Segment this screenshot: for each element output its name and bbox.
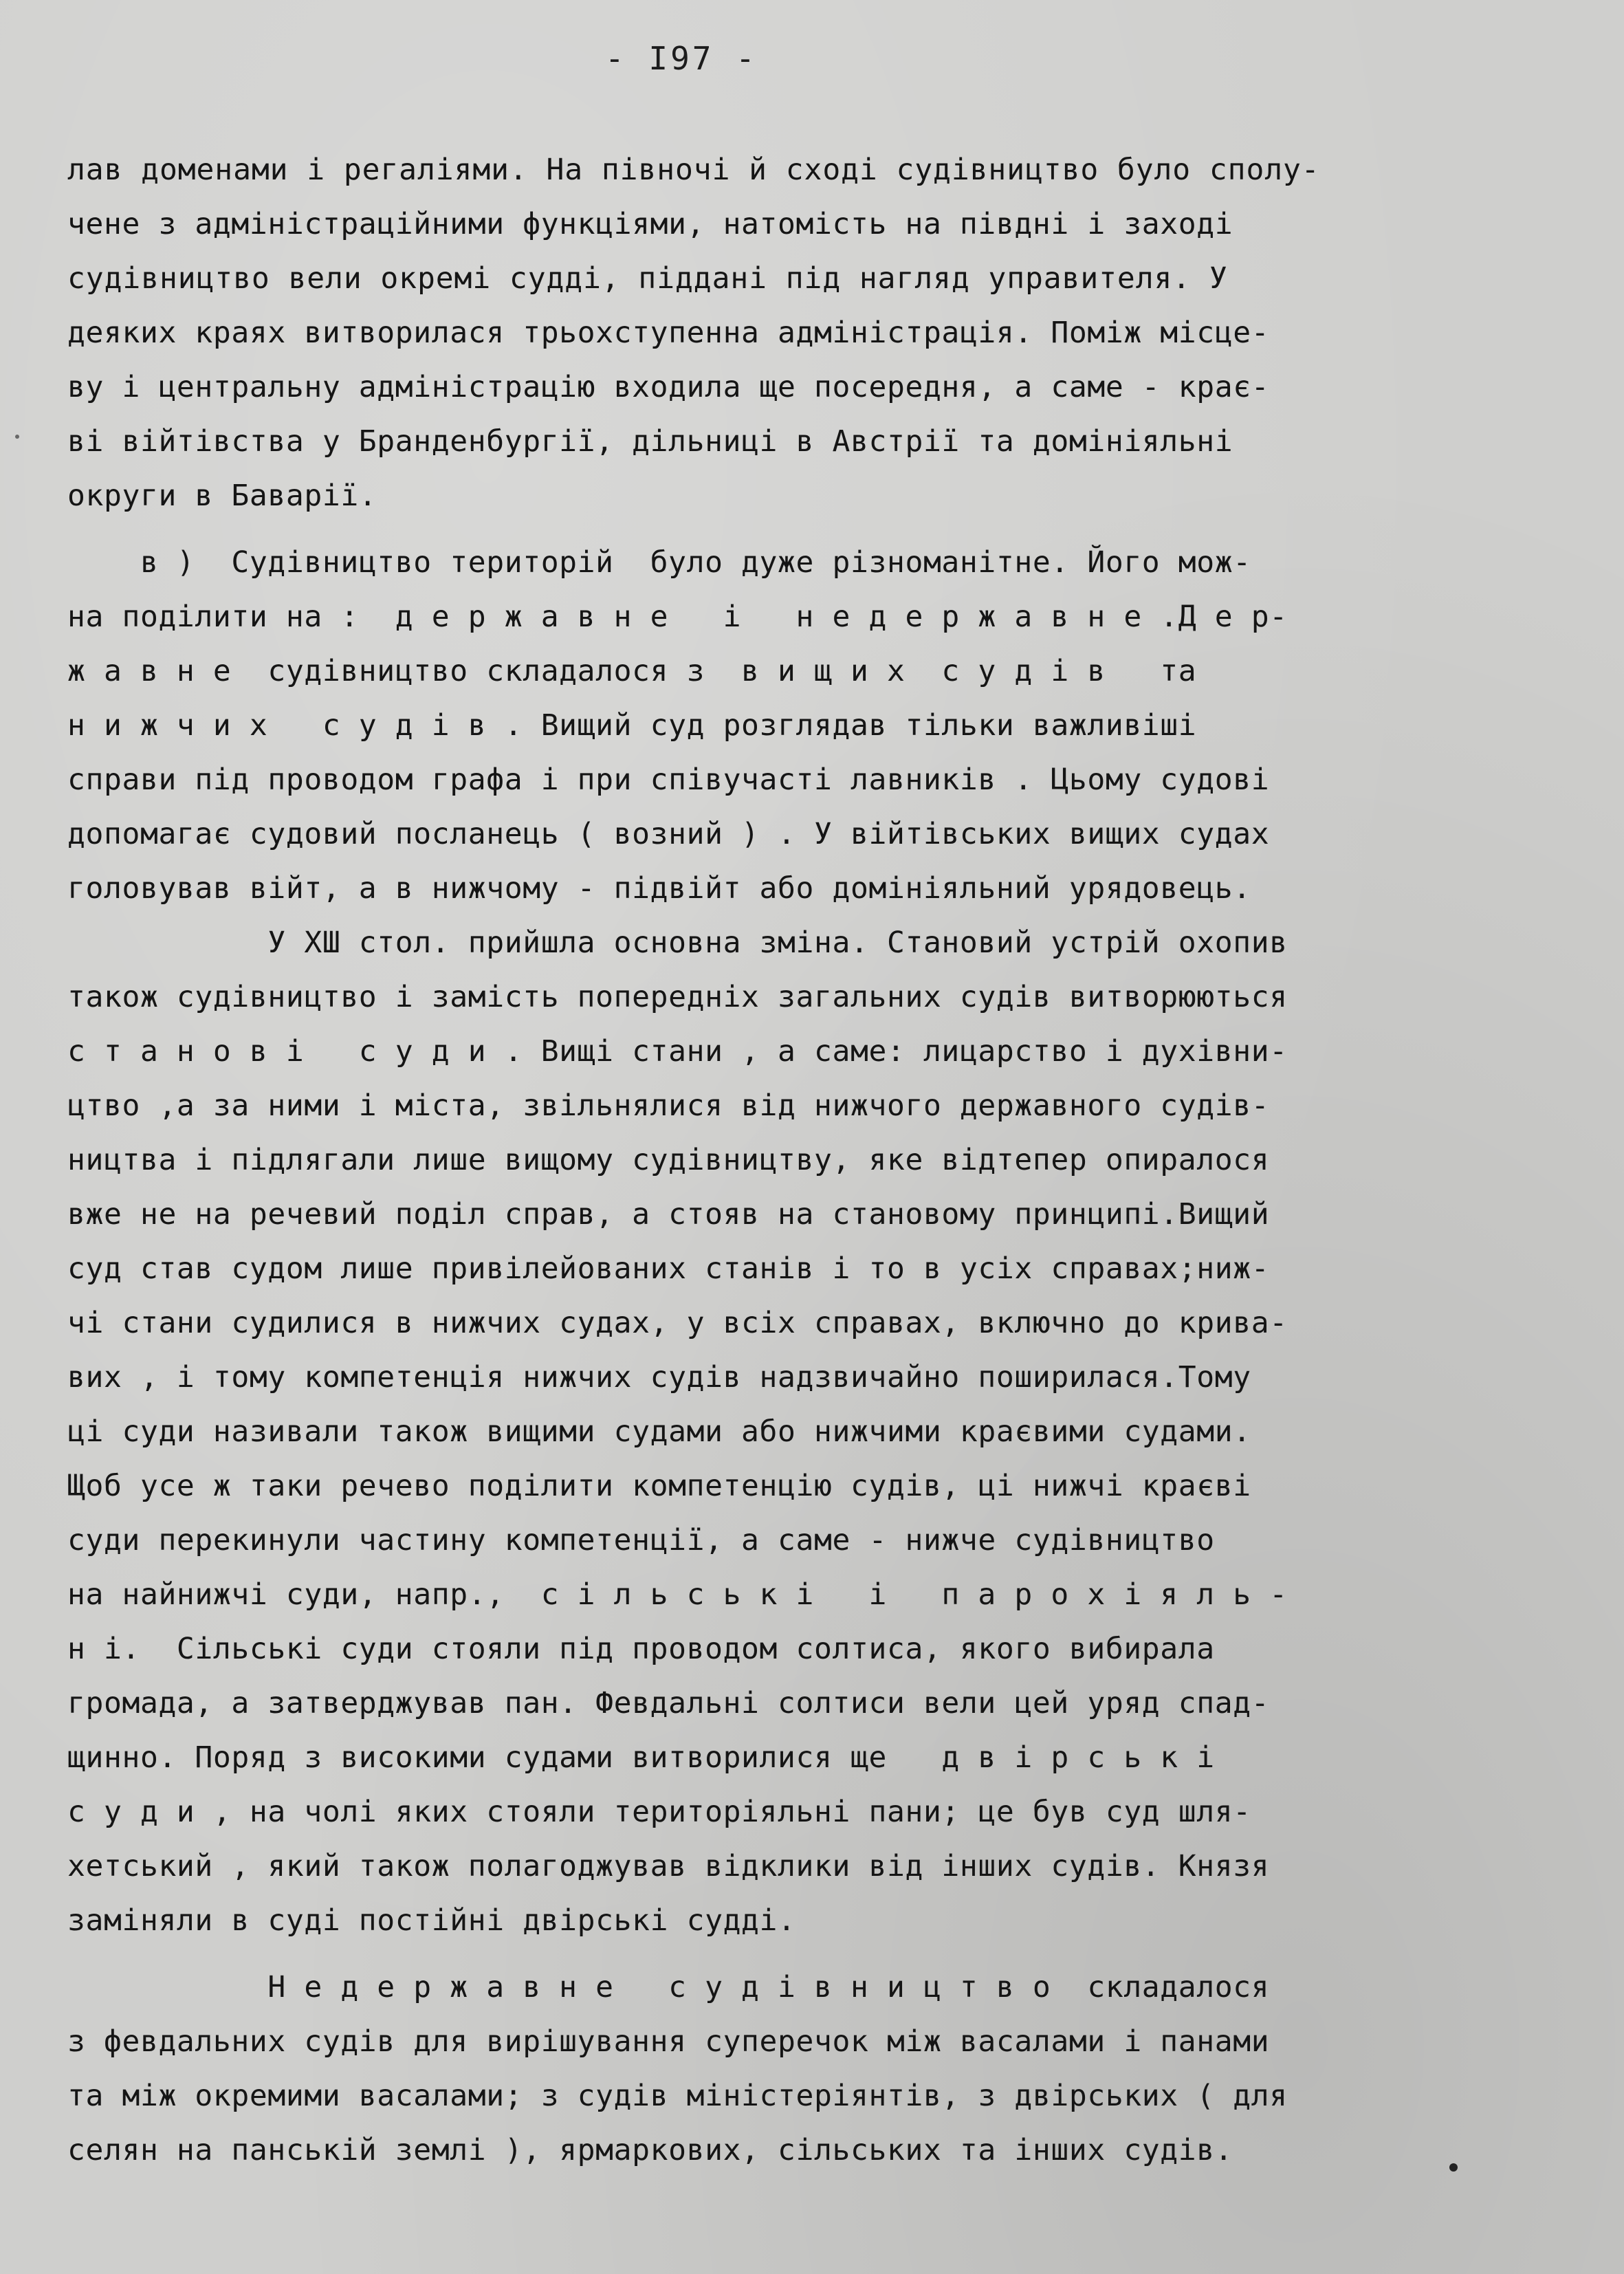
ink-spot bbox=[1449, 2163, 1458, 2172]
text-line: головував війт, а в нижчому - підвійт або домініяльний урядовець. bbox=[67, 871, 1251, 906]
text-line: громада, а затверджував пан. Февдальні солтиси вели цей уряд спад- bbox=[67, 1686, 1270, 1720]
text-line: ництва і підлягали лише вищому судівництву, яке відтепер опиралося bbox=[67, 1143, 1270, 1177]
text-line: на поділити на : д е р ж а в н е і н е д е р ж а в н е .Д е р- bbox=[67, 600, 1288, 634]
text-line: ж а в н е судівництво складалося з в и щ и х с у д і в та bbox=[67, 654, 1197, 688]
text-line: чене з адміністраційними функціями, натомість на півдні і заході bbox=[67, 207, 1233, 241]
text-line: заміняли в суді постійні двірські судді. bbox=[67, 1903, 796, 1938]
text-line: с у д и , на чолі яких стояли територіяльні пани; це був суд шля- bbox=[67, 1795, 1251, 1829]
text-line: округи в Баварії. bbox=[67, 479, 377, 513]
ink-spot bbox=[15, 435, 19, 439]
text-line: в ) Судівництво територій було дуже різноманітне. Його мож- bbox=[67, 545, 1251, 580]
text-line: щинно. Поряд з високими судами витворилися ще д в і р с ь к і bbox=[67, 1740, 1215, 1775]
paragraph-gap bbox=[67, 1948, 1607, 1960]
page-number: - I97 - bbox=[605, 40, 758, 77]
text-line: суди перекинули частину компетенції, а саме - нижче судівництво bbox=[67, 1523, 1215, 1557]
text-line: с т а н о в і с у д и . Вищі стани , а саме: лицарство і духівни- bbox=[67, 1034, 1288, 1069]
text-line: Н е д е р ж а в н е с у д і в н и ц т в о складалося bbox=[67, 1970, 1270, 2004]
text-line: чі стани судилися в нижчих судах, у всіх справах, включно до крива- bbox=[67, 1306, 1288, 1340]
text-line: та між окремими васалами; з судів міністеріянтів, з двірських ( для bbox=[67, 2079, 1288, 2113]
text-line: вже не на речевий поділ справ, а стояв на становому принципі.Вищий bbox=[67, 1197, 1270, 1232]
text-line: судівництво вели окремі судді, піддані під нагляд управителя. У bbox=[67, 261, 1228, 296]
text-line: вих , і тому компетенція нижчих судів надзвичайно поширилася.Тому bbox=[67, 1360, 1251, 1395]
text-line: ву і центральну адміністрацію входила ще посередня, а саме - крає- bbox=[67, 370, 1270, 404]
text-line: н і. Сільські суди стояли під проводом солтиса, якого вибирала bbox=[67, 1632, 1215, 1666]
text-line: деяких краях витворилася трьохступенна адміністрація. Поміж місце- bbox=[67, 316, 1270, 350]
text-line: ві війтівства у Бранденбургії, дільниці в Австрії та домініяльні bbox=[67, 424, 1233, 459]
text-line: ці суди називали також вищими судами або нижчими краєвими судами. bbox=[67, 1414, 1251, 1449]
paragraph-gap bbox=[67, 523, 1607, 536]
body-text bbox=[67, 143, 1607, 2178]
text-line: н и ж ч и х с у д і в . Вищий суд розглядав тільки важливіші bbox=[67, 708, 1197, 743]
text-line: хетський , який також полагоджував відклики від інших судів. Князя bbox=[67, 1849, 1270, 1883]
text-line: У ХШ стол. прийшла основна зміна. Становий устрій охопив bbox=[67, 926, 1288, 960]
text-line: цтво ,а за ними і міста, звільнялися від нижчого державного судів- bbox=[67, 1089, 1270, 1123]
text-line: допомагає судовий посланець ( возний ) . У війтівських вищих судах bbox=[67, 817, 1270, 851]
text-line: Щоб усе ж таки речево поділити компетенцію судів, ці нижчі краєві bbox=[67, 1469, 1251, 1503]
text-line: з февдальних судів для вирішування суперечок між васалами і панами bbox=[67, 2024, 1270, 2059]
text-line: суд став судом лише привілейованих станів і то в усіх справах;ниж- bbox=[67, 1251, 1270, 1286]
text-line: селян на панській землі ), ярмаркових, сільських та інших судів. bbox=[67, 2133, 1233, 2167]
text-line: справи під проводом графа і при співучасті лавників . Цьому судові bbox=[67, 763, 1270, 797]
text-line: на найнижчі суди, напр., с і л ь с ь к і і п а р о х і я л ь - bbox=[67, 1577, 1288, 1612]
text-line: також судівництво і замість попередніх загальних судів витворюються bbox=[67, 980, 1288, 1014]
text-line: лав доменами і регаліями. На півночі й сході судівництво було сполу- bbox=[67, 153, 1320, 187]
